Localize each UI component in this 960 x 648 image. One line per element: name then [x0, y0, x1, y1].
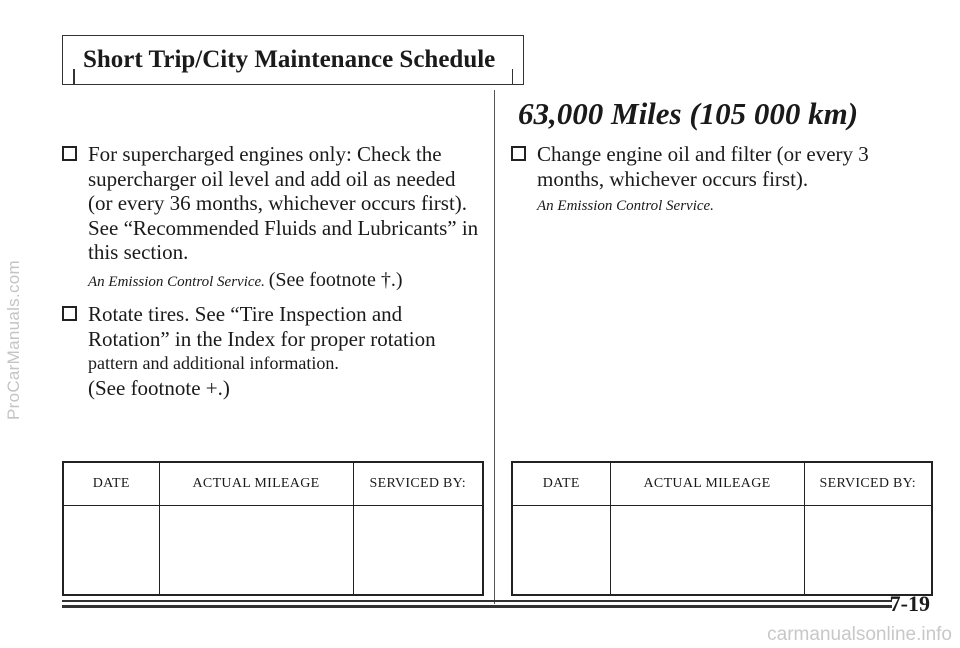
actual-mileage-cell[interactable]	[159, 506, 353, 596]
table-row	[512, 506, 932, 596]
column-header-serviced-by: SERVICED BY:	[804, 462, 932, 506]
actual-mileage-cell[interactable]	[610, 506, 804, 596]
header-right-tick	[512, 69, 514, 85]
right-column	[511, 142, 931, 227]
checkbox-icon[interactable]	[62, 306, 77, 321]
service-note	[511, 194, 931, 219]
item-text: Rotate tires. See “Tire Inspection and Rotation” in the Index for proper rotation	[88, 302, 436, 351]
table-header-row	[512, 462, 932, 506]
checklist-item-oil-change	[511, 142, 931, 191]
mileage-heading: 63,000 Miles (105 000 km)	[518, 96, 859, 131]
checklist-item-rotate-tires	[62, 302, 482, 400]
service-record-table-left	[62, 461, 484, 596]
serviced-by-cell[interactable]	[804, 506, 932, 596]
checklist-item-supercharger	[62, 142, 482, 265]
footnote-ref: (See footnote +.)	[88, 375, 230, 400]
date-cell[interactable]	[63, 506, 159, 596]
item-text: Change engine oil and filter (or every 3 months, whichever occurs first).	[537, 142, 869, 191]
item-text: For supercharged engines only: Check the supercharger oil level and add oil as needed (or every 36 months, whichever occurs first). See “Recommended Fluids and Lubricants” in this section.	[88, 142, 479, 264]
left-column	[62, 142, 482, 403]
date-cell[interactable]	[512, 506, 610, 596]
footer-rule-thin	[62, 600, 892, 602]
serviced-by-cell[interactable]	[353, 506, 483, 596]
header-left-tick	[73, 69, 75, 85]
service-record-table-right	[511, 461, 933, 596]
column-header-actual-mileage: ACTUAL MILEAGE	[610, 462, 804, 506]
page-number: 7-19	[889, 591, 930, 616]
emission-note: An Emission Control Service.	[88, 273, 265, 290]
column-header-date: DATE	[63, 462, 159, 506]
column-header-serviced-by: SERVICED BY:	[353, 462, 483, 506]
watermark-bottom: carmanualsonline.info	[767, 624, 952, 645]
watermark-side	[2, 60, 26, 620]
section-header	[62, 35, 524, 85]
table-header-row	[63, 462, 483, 506]
section-title: Short Trip/City Maintenance Schedule	[83, 46, 496, 73]
column-divider	[494, 90, 495, 604]
item-text-continued: pattern and additional information.	[88, 353, 339, 373]
table-row	[63, 506, 483, 596]
checkbox-icon[interactable]	[62, 146, 77, 161]
emission-note: An Emission Control Service.	[537, 198, 714, 214]
footnote-ref: (See footnote †.)	[268, 268, 403, 291]
service-note	[62, 268, 482, 295]
column-header-date: DATE	[512, 462, 610, 506]
checkbox-icon[interactable]	[511, 146, 526, 161]
watermark-side-text: ProCarManuals.com	[4, 259, 24, 421]
footer-rule-thick	[62, 605, 892, 608]
column-header-actual-mileage: ACTUAL MILEAGE	[159, 462, 353, 506]
